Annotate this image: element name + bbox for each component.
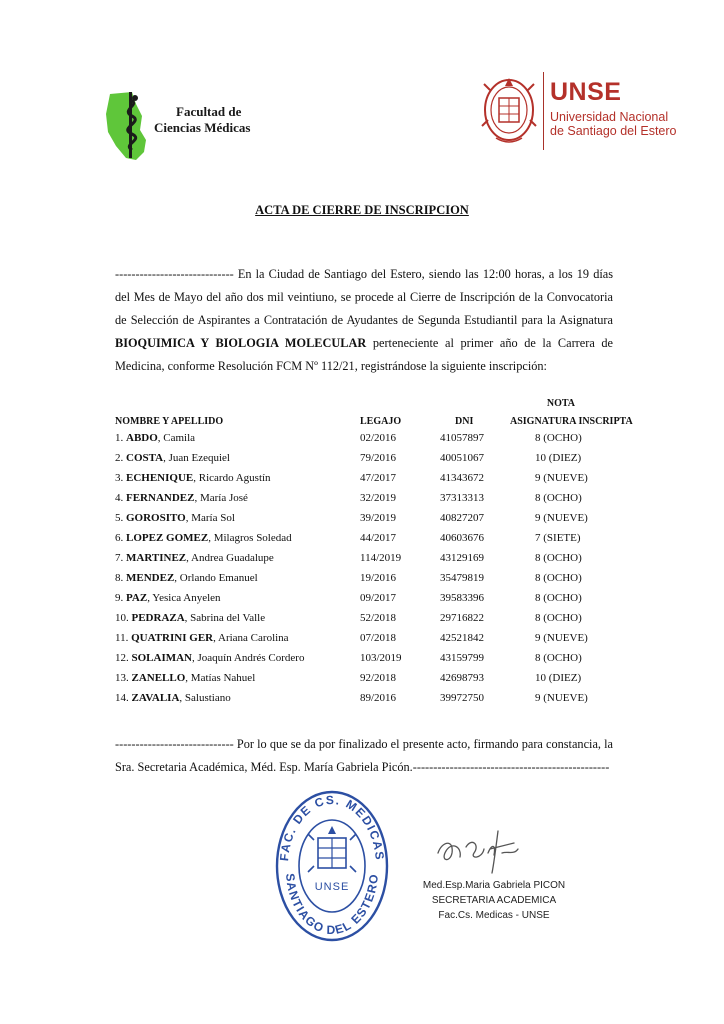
student-given-name: , María Sol: [185, 512, 235, 524]
student-surname: SOLAIMAN: [131, 652, 193, 664]
student-legajo: 07/2018: [360, 632, 397, 644]
row-number: 1.: [115, 432, 124, 444]
student-legajo: 39/2019: [360, 512, 397, 524]
student-grade: 9 (NUEVE): [535, 632, 588, 644]
student-dni: 41057897: [440, 432, 484, 444]
student-legajo: 79/2016: [360, 452, 397, 464]
student-surname: PAZ: [126, 592, 148, 604]
university-name-line2: de Santiago del Estero: [550, 124, 677, 138]
student-name: [115, 692, 231, 704]
student-name: [115, 472, 271, 484]
header-legajo: LEGAJO: [360, 416, 402, 427]
row-number: 13.: [115, 672, 129, 684]
student-grade: 8 (OCHO): [535, 492, 582, 504]
student-surname: FERNANDEZ: [126, 492, 195, 504]
row-number: 12.: [115, 652, 129, 664]
student-surname: GOROSITO: [126, 512, 186, 524]
header-nota-line2: ASIGNATURA INSCRIPTA: [510, 416, 633, 427]
intro-text-start: En la Ciudad de Santiago del Estero, siendo las 12:00 horas, a los 19 días del Mes de Mayo del año dos mil veintiuno, se procede al Cierre de Inscripción de la Convocatoria de Selección de Aspirantes a Contratación de Ayudantes de Segunda Estudiantil para la Asignatura: [115, 267, 613, 327]
student-given-name: , Matías Nahuel: [185, 672, 256, 684]
student-surname: LOPEZ GOMEZ: [126, 532, 209, 544]
student-given-name: , Joaquín Andrés Cordero: [192, 652, 305, 664]
student-name: [115, 452, 230, 464]
student-name: [115, 552, 274, 564]
student-legajo: 114/2019: [360, 552, 402, 564]
row-number: 4.: [115, 492, 124, 504]
university-name-line1: Universidad Nacional: [550, 110, 669, 124]
student-dni: 43129169: [440, 552, 484, 564]
student-dni: 35479819: [440, 572, 484, 584]
header-nota-line1: NOTA: [546, 398, 575, 409]
table-row: [115, 432, 645, 452]
student-grade: 9 (NUEVE): [535, 472, 588, 484]
student-legajo: 32/2019: [360, 492, 397, 504]
header-nota-line1-wrap: [115, 398, 645, 409]
faculty-name: [154, 104, 250, 136]
student-legajo: 09/2017: [360, 592, 397, 604]
student-dni: 29716822: [440, 612, 484, 624]
student-given-name: , Yesica Anyelen: [147, 592, 221, 604]
student-given-name: , Andrea Guadalupe: [186, 552, 274, 564]
university-seal-icon: [478, 70, 540, 150]
student-grade: 8 (OCHO): [535, 432, 582, 444]
table-row: [115, 492, 645, 512]
student-surname: COSTA: [126, 452, 164, 464]
student-dni: 42698793: [440, 672, 484, 684]
stamp-crest-icon: [308, 826, 356, 872]
student-dni: 41343672: [440, 472, 484, 484]
table-row: [115, 592, 645, 612]
handwritten-signature: [432, 823, 527, 875]
student-legajo: 47/2017: [360, 472, 397, 484]
row-number: 6.: [115, 532, 124, 544]
student-given-name: , Sabrina del Valle: [184, 612, 266, 624]
signatory-name: Med.Esp.Maria Gabriela PICON: [422, 880, 566, 891]
intro-paragraph: [115, 263, 613, 378]
student-legajo: 02/2016: [360, 432, 397, 444]
student-name: [115, 672, 255, 684]
student-name: [115, 652, 304, 664]
student-dni: 43159799: [440, 652, 484, 664]
table-row: [115, 452, 645, 472]
row-number: 2.: [115, 452, 124, 464]
student-surname: MENDEZ: [126, 572, 175, 584]
student-surname: QUATRINI GER: [131, 632, 214, 644]
student-dni: 40827207: [440, 512, 484, 524]
student-given-name: , Milagros Soledad: [208, 532, 292, 544]
student-legajo: 103/2019: [360, 652, 402, 664]
student-dni: 37313313: [440, 492, 484, 504]
subject-name: BIOQUIMICA Y BIOLOGIA MOLECULAR: [115, 336, 367, 350]
student-given-name: , María José: [194, 492, 248, 504]
student-grade: 9 (NUEVE): [535, 512, 588, 524]
student-dni: 42521842: [440, 632, 484, 644]
header-divider: [543, 72, 544, 150]
row-number: 11.: [115, 632, 129, 644]
student-dni: 39583396: [440, 592, 484, 604]
table-row: [115, 652, 645, 672]
table-row: [115, 632, 645, 652]
faculty-name-line1: Facultad de: [176, 104, 242, 119]
student-legajo: 19/2016: [360, 572, 397, 584]
signatory-institution: Fac.Cs. Medicas - UNSE: [438, 910, 550, 921]
student-legajo: 89/2016: [360, 692, 397, 704]
row-number: 8.: [115, 572, 124, 584]
table-row: [115, 532, 645, 552]
student-grade: 8 (OCHO): [535, 592, 582, 604]
intro-dashes: -----------------------------: [115, 267, 234, 281]
table-row: [115, 552, 645, 572]
student-surname: ABDO: [126, 432, 158, 444]
closing-trailing-dashes: ------------------------------------------------: [412, 760, 610, 774]
table-row: [115, 612, 645, 632]
student-surname: MARTINEZ: [126, 552, 187, 564]
row-number: 7.: [115, 552, 124, 564]
row-number: 14.: [115, 692, 129, 704]
student-name: [115, 572, 258, 584]
student-name: [115, 592, 221, 604]
student-given-name: , Orlando Emanuel: [174, 572, 258, 584]
university-short-name: UNSE: [550, 78, 622, 106]
row-number: 9.: [115, 592, 124, 604]
student-grade: 7 (SIETE): [535, 532, 581, 544]
student-surname: ECHENIQUE: [126, 472, 194, 484]
student-grade: 8 (OCHO): [535, 652, 582, 664]
student-legajo: 92/2018: [360, 672, 397, 684]
student-legajo: 52/2018: [360, 612, 397, 624]
student-grade: 8 (OCHO): [535, 612, 582, 624]
faculty-name-line2: Ciencias Médicas: [154, 120, 251, 135]
student-given-name: , Camila: [157, 432, 196, 444]
stamp-center-text: UNSE: [314, 881, 350, 893]
student-given-name: , Ricardo Agustín: [193, 472, 271, 484]
document-title: ACTA DE CIERRE DE INSCRIPCION: [255, 203, 469, 217]
student-grade: 10 (DIEZ): [535, 672, 582, 684]
university-full-name: [550, 110, 676, 138]
table-row: [115, 572, 645, 592]
student-surname: ZAVALIA: [131, 692, 180, 704]
table-row: [115, 472, 645, 492]
faculty-logo-icon: [102, 86, 162, 166]
signatory-role: SECRETARIA ACADEMICA: [431, 895, 557, 906]
row-number: 10.: [115, 612, 129, 624]
student-dni: 39972750: [440, 692, 484, 704]
table-row: [115, 512, 645, 532]
student-grade: 8 (OCHO): [535, 572, 582, 584]
student-dni: 40051067: [440, 452, 484, 464]
student-grade: 8 (OCHO): [535, 552, 582, 564]
student-given-name: , Juan Ezequiel: [163, 452, 230, 464]
stamp-bottom-text: SANTIAGO DEL ESTERO: [282, 872, 382, 938]
row-number: 5.: [115, 512, 124, 524]
student-name: [115, 432, 195, 444]
student-name: [115, 492, 248, 504]
faculty-stamp-icon: [274, 782, 390, 942]
student-surname: ZANELLO: [131, 672, 186, 684]
student-name: [115, 512, 235, 524]
header-name: NOMBRE Y APELLIDO: [115, 416, 224, 427]
student-name: [115, 612, 265, 624]
student-given-name: , Ariana Carolina: [213, 632, 289, 644]
closing-text: Por lo que se da por finalizado el presente acto, firmando para constancia, la Sra. Secretaria Académica, Méd. Esp. María Gabriela Picón.: [115, 737, 613, 774]
student-surname: PEDRAZA: [131, 612, 185, 624]
student-grade: 10 (DIEZ): [535, 452, 582, 464]
closing-paragraph: [115, 733, 613, 779]
closing-dashes: -----------------------------: [115, 737, 234, 751]
signature-block: [414, 878, 574, 923]
student-name: [115, 532, 292, 544]
stamp-top-text: FAC. DE CS. MEDICAS: [277, 792, 387, 862]
student-given-name: , Salustiano: [179, 692, 231, 704]
student-grade: 9 (NUEVE): [535, 692, 588, 704]
table-row: [115, 692, 645, 712]
student-name: [115, 632, 289, 644]
header-dni: DNI: [455, 416, 474, 427]
student-legajo: 44/2017: [360, 532, 397, 544]
row-number: 3.: [115, 472, 124, 484]
intro-text-end: perteneciente al primer año de la Carrera de Medicina, conforme Resolución FCM Nº 112/21, registrándose la siguiente inscripción:: [115, 336, 613, 373]
table-row: [115, 672, 645, 692]
student-dni: 40603676: [440, 532, 484, 544]
